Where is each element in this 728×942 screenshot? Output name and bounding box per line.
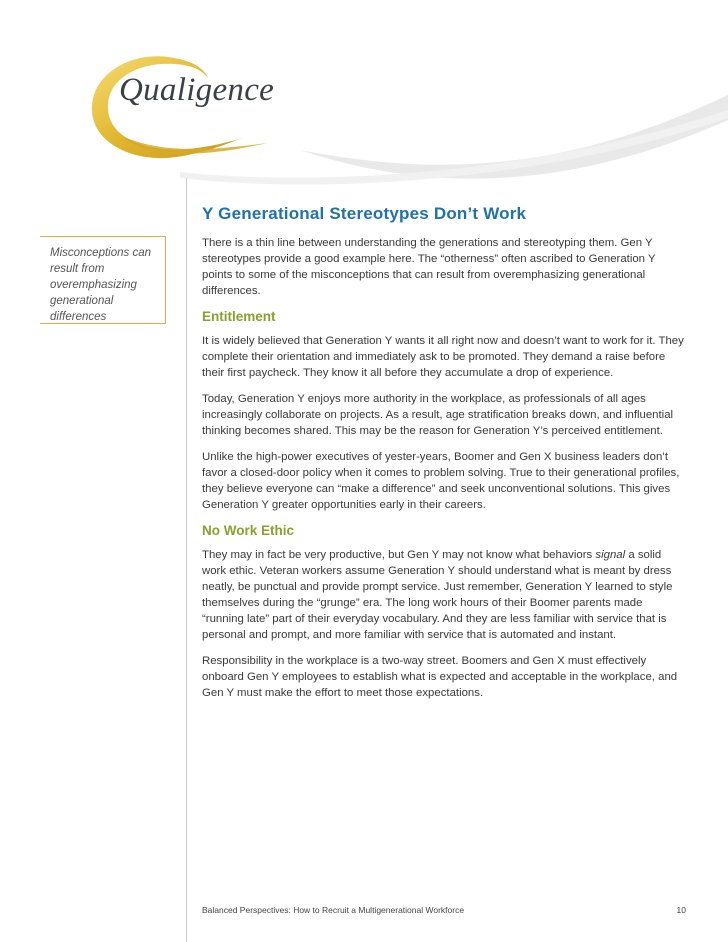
article-body [202, 204, 686, 711]
sidebar-callout [40, 236, 166, 324]
paragraph: Responsibility in the workplace is a two-way street. Boomers and Gen X must effectively onboard Gen Y employees to establish what is expected and acceptable in the workplace, and Gen Y must make the effort to meet those expectations. [202, 655, 678, 699]
page-footer [202, 905, 686, 915]
section-heading-no-work-ethic: No Work Ethic [202, 523, 295, 538]
paragraph: Unlike the high-power executives of yester-years, Boomer and Gen X business leaders don’t favor a closed-door policy when it comes to problem solving. True to their generational profiles, they believe everyone can “make a difference” and seek unconventional solutions. This gives Generation Y greater opportunities early in their careers. [202, 451, 680, 511]
section-heading-entitlement: Entitlement [202, 309, 276, 324]
paragraph [202, 547, 686, 643]
page-title: Y Generational Stereotypes Don’t Work [202, 204, 527, 223]
footer-title: Balanced Perspectives: How to Recruit a Multigenerational Workforce [202, 905, 465, 915]
column-divider [186, 178, 187, 942]
intro-paragraph: There is a thin line between understanding the generations and stereotyping them. Gen Y stereotypes provide a good example here. The “otherness” often ascribed to Generation Y points to some of the misconceptions that can result from overemphasizing generational differences. [202, 237, 656, 297]
sidebar-callout-text: Misconceptions can result from overemphasizing generational differences [50, 247, 151, 323]
paragraph: Today, Generation Y enjoys more authority in the workplace, as professionals of all ages increasingly collaborate on projects. As a result, age stratification breaks down, and influential thinking becomes shared. This may be the reason for Generation Y’s perceived entitlement. [202, 393, 674, 437]
paragraph: It is widely believed that Generation Y wants it all right now and doesn’t want to work for it. They complete their orientation and immediately ask to be promoted. They demand a raise before their first paycheck. They know it all before they accumulate a drop of experience. [202, 335, 684, 379]
paragraph-text: a solid work ethic. Veteran workers assume Generation Y should understand what is meant by dress neatly, be punctual and provide prompt service. Just remember, Generation Y learned to style themselves during the “grunge” era. The long work hours of their Boomer parents made “running late” part of their everyday vocabulary. And they are less familiar with service that is personal and prompt, and more familiar with service that is automated and instant. [202, 549, 673, 641]
emphasis-text: signal [595, 549, 626, 561]
brand-name: Qualigence [119, 72, 275, 108]
paragraph-text: They may in fact be very productive, but Gen Y may not know what behaviors [202, 549, 596, 561]
page-number: 10 [676, 905, 686, 915]
